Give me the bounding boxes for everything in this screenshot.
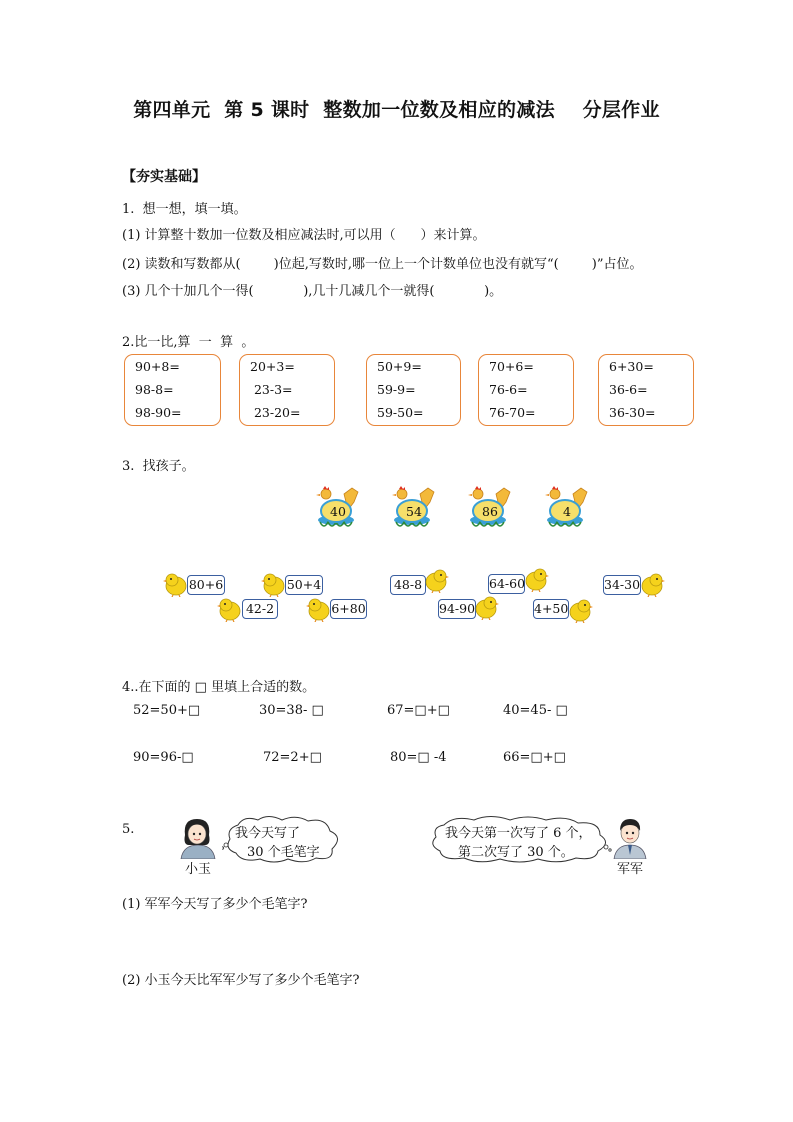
girl-avatar-icon: [175, 815, 221, 859]
q4-item: 52=50+□: [133, 703, 201, 718]
calc-line: 36-6=: [609, 382, 648, 397]
q4-item: 67=□+□: [387, 703, 450, 718]
chick-icon: [474, 594, 500, 620]
q5-sub-question-1: (1) 军军今天写了多少个毛笔字?: [122, 897, 308, 912]
chick-card: 6+80: [330, 599, 367, 619]
calc-line: 98-90=: [135, 405, 182, 420]
q4-item: 40=45- □: [503, 703, 568, 718]
girl-name: 小玉: [185, 862, 212, 877]
calc-line: 20+3=: [250, 359, 295, 374]
q1-item-3: (3) 几个十加几个一得( ),几十几减几个一就得( )。: [122, 284, 503, 299]
chick-icon: [568, 597, 594, 623]
chick-icon: [216, 596, 242, 622]
q4-item: 80=□ -4: [390, 750, 447, 765]
boy-avatar-icon: [610, 815, 650, 859]
boy-speech-line-1: 我今天第一次写了 6 个，: [445, 826, 592, 841]
calc-line: 23-20=: [250, 405, 301, 420]
chick-icon: [260, 571, 286, 597]
hen-number: 86: [482, 504, 498, 519]
chick-icon: [640, 571, 666, 597]
q4-item: 90=96-□: [133, 750, 194, 765]
calc-line: 76-70=: [489, 405, 536, 420]
chick-card: 48-8: [390, 575, 426, 595]
q5-sub-question-2: (2) 小玉今天比军军少写了多少个毛笔字?: [122, 973, 360, 988]
chick-card: 64-60: [488, 574, 525, 594]
chick-icon: [524, 566, 550, 592]
q3-heading: 3. 找孩子。: [122, 459, 195, 474]
calc-box-1: [124, 354, 221, 426]
q4-item: 66=□+□: [503, 750, 566, 765]
q4-heading: 4..在下面的 □ 里填上合适的数。: [122, 680, 316, 695]
chick-icon: [424, 567, 450, 593]
section-heading: 【夯实基础】: [122, 169, 206, 185]
q4-item: 72=2+□: [263, 750, 322, 765]
calc-line: 76-6=: [489, 382, 528, 397]
calc-line: 23-3=: [250, 382, 293, 397]
calc-line: 70+6=: [489, 359, 534, 374]
q1-item-1: (1) 计算整十数加一位数及相应减法时,可以用（ ）来计算。: [122, 228, 486, 243]
chick-card: 80+6: [187, 575, 225, 595]
page-title: 第四单元 第 5 课时 整数加一位数及相应的减法 分层作业: [133, 99, 660, 121]
chick-icon: [305, 596, 331, 622]
boy-speech-line-2: 第二次写了 30 个。: [458, 845, 574, 860]
q1-heading: 1. 想一想，填一填。: [122, 202, 247, 217]
chick-card: 50+4: [285, 575, 323, 595]
girl-speech-line-2: 30 个毛笔字: [247, 845, 320, 860]
calc-box-3: [366, 354, 461, 426]
calc-box-4: [478, 354, 574, 426]
calc-box-5: [598, 354, 694, 426]
chick-card: 42-2: [242, 599, 278, 619]
hen-number: 54: [406, 504, 422, 519]
girl-speech-line-1: 我今天写了: [235, 826, 301, 841]
calc-line: 50+9=: [377, 359, 422, 374]
q5-number: 5.: [122, 822, 135, 837]
chick-card: 94-90: [438, 599, 476, 619]
q2-heading: 2.比一比,算 一 算 。: [122, 335, 255, 350]
calc-line: 59-9=: [377, 382, 416, 397]
chick-card: 4+50: [533, 599, 569, 619]
calc-line: 36-30=: [609, 405, 656, 420]
calc-line: 6+30=: [609, 359, 654, 374]
chick-icon: [162, 571, 188, 597]
hen-number: 4: [563, 504, 571, 519]
hen-number: 40: [330, 504, 346, 519]
boy-name: 军军: [617, 862, 644, 877]
q4-item: 30=38- □: [259, 703, 324, 718]
chick-card: 34-30: [603, 575, 641, 595]
calc-line: 59-50=: [377, 405, 424, 420]
calc-line: 90+8=: [135, 359, 180, 374]
q1-item-2: (2) 读数和写数都从( )位起,写数时,哪一位上一个计数单位也没有就写“( )”占位。: [122, 257, 643, 272]
calc-box-2: [239, 354, 335, 426]
calc-line: 98-8=: [135, 382, 174, 397]
